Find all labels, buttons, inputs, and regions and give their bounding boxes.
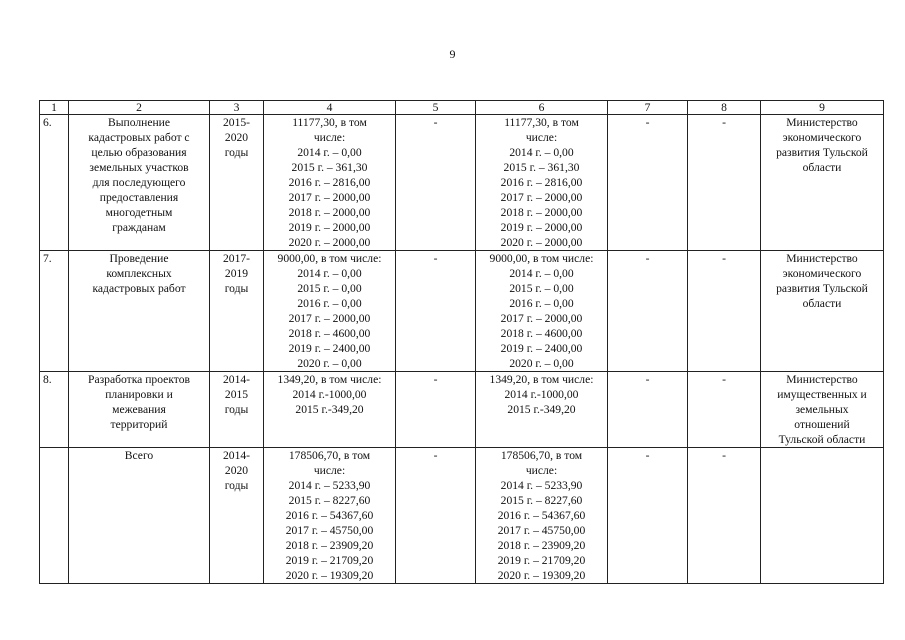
table-row xyxy=(40,448,884,584)
column-header: 7 xyxy=(608,101,688,115)
period-line: 2014- xyxy=(222,373,251,386)
column-header: 3 xyxy=(210,101,264,115)
executor-line: Министерство xyxy=(786,116,858,129)
funding-federal-cell: - xyxy=(396,372,476,448)
measure-name-line: для последующего xyxy=(92,176,186,189)
period-line: 2015 xyxy=(224,388,249,401)
executor-line: имущественных и xyxy=(777,388,867,401)
period-line: годы xyxy=(224,403,249,416)
funding-total-line: 2019 г. – 2400,00 xyxy=(288,342,371,355)
funding-regional-line: 2015 г. – 8227,60 xyxy=(500,494,583,507)
period-line: 2017- xyxy=(222,252,251,265)
funding-regional-line: 2015 г. – 361,30 xyxy=(503,161,580,174)
funding-local-cell: - xyxy=(608,251,688,372)
funding-regional-line: 1349,20, в том числе: xyxy=(489,373,594,386)
measure-name-line: Разработка проектов xyxy=(88,373,190,386)
funding-total-line: 2019 г. – 2000,00 xyxy=(288,221,371,234)
period-cell xyxy=(210,115,264,251)
funding-regional-line: 2018 г. – 23909,20 xyxy=(497,539,586,552)
row-number-cell: 8. xyxy=(40,372,69,448)
funding-other-cell: - xyxy=(688,372,761,448)
funding-regional-line: 11177,30, в том xyxy=(504,116,579,129)
funding-regional-line: 2016 г. – 2816,00 xyxy=(500,176,583,189)
period-line: 2020 xyxy=(224,131,249,144)
funding-total-line: 2020 г. – 0,00 xyxy=(297,357,362,370)
measure-name-line: Всего xyxy=(124,449,154,462)
executor-line: Министерство xyxy=(786,252,858,265)
funding-regional-line: 178506,70, в том xyxy=(500,449,583,462)
funding-total-line: 2014 г.-1000,00 xyxy=(292,388,367,401)
table-row xyxy=(40,372,884,448)
period-cell xyxy=(210,448,264,584)
funding-total-line: 2017 г. – 2000,00 xyxy=(288,312,371,325)
funding-regional-line: 2015 г. – 0,00 xyxy=(509,282,574,295)
row-number-cell xyxy=(40,448,69,584)
funding-total-line: 9000,00, в том числе: xyxy=(277,252,382,265)
measure-name-line: планировки и xyxy=(105,388,173,401)
funding-regional-cell xyxy=(476,448,608,584)
funding-total-line: 2020 г. – 2000,00 xyxy=(288,236,371,249)
funding-regional-cell xyxy=(476,251,608,372)
funding-other-cell: - xyxy=(688,251,761,372)
funding-regional-line: 2020 г. – 2000,00 xyxy=(500,236,583,249)
measure-name-cell xyxy=(69,372,210,448)
column-header: 1 xyxy=(40,101,69,115)
funding-total-line: 11177,30, в том xyxy=(292,116,367,129)
funding-federal-cell: - xyxy=(396,448,476,584)
funding-total-line: 2020 г. – 19309,20 xyxy=(285,569,374,582)
funding-total-line: 2017 г. – 45750,00 xyxy=(285,524,374,537)
executor-line: Тульской области xyxy=(778,433,866,446)
funding-total-line: 178506,70, в том xyxy=(288,449,371,462)
measure-name-cell xyxy=(69,251,210,372)
funding-total-line: числе: xyxy=(313,131,346,144)
funding-total-line: 2018 г. – 2000,00 xyxy=(288,206,371,219)
executor-cell xyxy=(761,115,884,251)
table-row xyxy=(40,115,884,251)
column-header: 6 xyxy=(476,101,608,115)
executor-cell xyxy=(761,448,884,584)
period-line: 2020 xyxy=(224,464,249,477)
funding-federal-cell: - xyxy=(396,115,476,251)
funding-total-line: 2014 г. – 0,00 xyxy=(297,146,362,159)
funding-total-line: 2016 г. – 54367,60 xyxy=(285,509,374,522)
funding-total-line: 2015 г. – 0,00 xyxy=(297,282,362,295)
executor-line: области xyxy=(802,297,842,310)
funding-total-line: 1349,20, в том числе: xyxy=(277,373,382,386)
table-row xyxy=(40,251,884,372)
funding-regional-line: 2019 г. – 2400,00 xyxy=(500,342,583,355)
executor-line: Министерство xyxy=(786,373,858,386)
funding-total-line: 2015 г.-349,20 xyxy=(295,403,364,416)
funding-regional-line: 2016 г. – 0,00 xyxy=(509,297,574,310)
measure-name-line: Проведение xyxy=(109,252,169,265)
executor-line: области xyxy=(802,161,842,174)
measure-name-cell xyxy=(69,448,210,584)
period-line: 2019 xyxy=(224,267,249,280)
funding-regional-line: 2017 г. – 2000,00 xyxy=(500,191,583,204)
funding-total-cell xyxy=(264,372,396,448)
row-number-cell: 6. xyxy=(40,115,69,251)
funding-other-cell: - xyxy=(688,115,761,251)
executor-line: отношений xyxy=(794,418,850,431)
measure-name-line: целью образования xyxy=(91,146,187,159)
executor-line: экономического xyxy=(782,267,862,280)
funding-total-line: числе: xyxy=(313,464,346,477)
funding-total-line: 2016 г. – 0,00 xyxy=(297,297,362,310)
funding-regional-cell xyxy=(476,115,608,251)
column-header: 8 xyxy=(688,101,761,115)
period-line: 2014- xyxy=(222,449,251,462)
measure-name-cell xyxy=(69,115,210,251)
measure-name-line: территорий xyxy=(110,418,168,431)
row-number-cell: 7. xyxy=(40,251,69,372)
period-line: годы xyxy=(224,479,249,492)
program-table xyxy=(39,100,884,584)
header-row xyxy=(40,101,884,115)
funding-regional-line: 2015 г.-349,20 xyxy=(507,403,576,416)
funding-regional-line: числе: xyxy=(525,464,558,477)
funding-regional-line: 2018 г. – 4600,00 xyxy=(500,327,583,340)
period-line: годы xyxy=(224,282,249,295)
funding-regional-line: 2014 г.-1000,00 xyxy=(504,388,579,401)
measure-name-line: комплексных xyxy=(106,267,172,280)
funding-regional-line: 2019 г. – 2000,00 xyxy=(500,221,583,234)
funding-regional-line: 2018 г. – 2000,00 xyxy=(500,206,583,219)
executor-line: экономического xyxy=(782,131,862,144)
funding-total-line: 2014 г. – 0,00 xyxy=(297,267,362,280)
column-header: 5 xyxy=(396,101,476,115)
funding-regional-cell xyxy=(476,372,608,448)
funding-federal-cell: - xyxy=(396,251,476,372)
funding-total-line: 2018 г. – 4600,00 xyxy=(288,327,371,340)
funding-local-cell: - xyxy=(608,448,688,584)
period-line: 2015- xyxy=(222,116,251,129)
funding-total-line: 2014 г. – 5233,90 xyxy=(288,479,371,492)
measure-name-line: гражданам xyxy=(112,221,166,234)
measure-name-line: предоставления xyxy=(99,191,179,204)
funding-total-line: 2017 г. – 2000,00 xyxy=(288,191,371,204)
period-cell xyxy=(210,251,264,372)
measure-name-line: Выполнение xyxy=(107,116,171,129)
funding-regional-line: 2017 г. – 2000,00 xyxy=(500,312,583,325)
measure-name-line: земельных участков xyxy=(89,161,189,174)
measure-name-line: кадастровых работ xyxy=(92,282,186,295)
executor-line: развития Тульской xyxy=(776,282,868,295)
funding-total-line: 2015 г. – 361,30 xyxy=(291,161,368,174)
funding-regional-line: 2014 г. – 0,00 xyxy=(509,267,574,280)
funding-regional-line: 2020 г. – 19309,20 xyxy=(497,569,586,582)
period-cell xyxy=(210,372,264,448)
measure-name-line: межевания xyxy=(112,403,166,416)
executor-line: развития Тульской xyxy=(776,146,868,159)
page-number: 9 xyxy=(449,47,456,61)
funding-total-line: 2019 г. – 21709,20 xyxy=(285,554,374,567)
funding-total-line: 2016 г. – 2816,00 xyxy=(288,176,371,189)
funding-regional-line: 2019 г. – 21709,20 xyxy=(497,554,586,567)
funding-total-cell xyxy=(264,448,396,584)
column-header: 4 xyxy=(264,101,396,115)
funding-total-line: 2018 г. – 23909,20 xyxy=(285,539,374,552)
executor-line: земельных xyxy=(795,403,849,416)
funding-regional-line: 9000,00, в том числе: xyxy=(489,252,594,265)
funding-local-cell: - xyxy=(608,115,688,251)
funding-regional-line: 2016 г. – 54367,60 xyxy=(497,509,586,522)
funding-regional-line: 2014 г. – 0,00 xyxy=(509,146,574,159)
funding-total-cell xyxy=(264,251,396,372)
executor-cell xyxy=(761,372,884,448)
funding-total-line: 2015 г. – 8227,60 xyxy=(288,494,371,507)
funding-regional-line: 2014 г. – 5233,90 xyxy=(500,479,583,492)
funding-regional-line: 2020 г. – 0,00 xyxy=(509,357,574,370)
period-line: годы xyxy=(224,146,249,159)
measure-name-line: многодетным xyxy=(105,206,173,219)
column-header: 9 xyxy=(761,101,884,115)
funding-total-cell xyxy=(264,115,396,251)
funding-local-cell: - xyxy=(608,372,688,448)
funding-other-cell: - xyxy=(688,448,761,584)
measure-name-line: кадастровых работ с xyxy=(88,131,190,144)
column-header: 2 xyxy=(69,101,210,115)
executor-cell xyxy=(761,251,884,372)
funding-regional-line: 2017 г. – 45750,00 xyxy=(497,524,586,537)
funding-regional-line: числе: xyxy=(525,131,558,144)
